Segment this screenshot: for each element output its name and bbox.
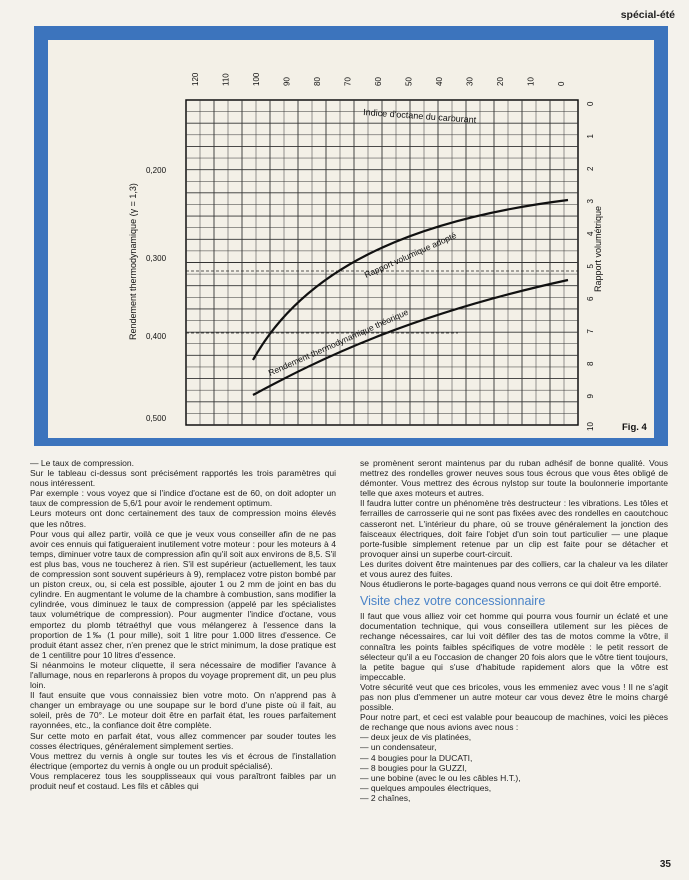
left-paragraph-9: Vous remplacerez tous les soupplisseaux qui vous paraîtront faibles par un produit neuf et costaud. Les fils et câbles qui (30, 770, 336, 791)
chart-svg (48, 40, 654, 438)
left-tick-3: 0,500 (146, 414, 167, 423)
top-axis-title: Indice d'octane du carburant (362, 107, 477, 125)
left-tick-0: 0,200 (146, 166, 167, 175)
top-tick-12: 0 (557, 81, 566, 86)
left-axis-title: Rendement thermodynamique (γ = 1,3) (128, 183, 138, 340)
page-number: 35 (659, 859, 671, 870)
top-tick-7: 50 (404, 77, 414, 86)
right-axis-title: Rapport volumétrique (593, 205, 603, 292)
top-tick-10: 20 (496, 77, 505, 86)
top-tick-9: 30 (465, 77, 475, 86)
right-paragraph-after-1: Votre sécurité veut que ces bricoles, vous les emmeniez avec vous ! Il ne s'agit pas non plus d'emmener un autre moteur car vous devez être le moins chargé possible. (360, 681, 668, 713)
right-paragraph-after-2: Pour notre part, et ceci est valable pour beaucoup de machines, voici les pièces de rechange que nous avions avec nous : (360, 712, 668, 733)
right-tick-4: 4 (586, 231, 595, 236)
right-tick-3: 3 (586, 199, 595, 204)
right-tick-8: 8 (586, 361, 595, 366)
right-tick-6: 6 (586, 296, 595, 301)
top-tick-3: 90 (282, 77, 292, 86)
spare-parts-item-6: — 2 chaînes, (360, 792, 411, 803)
figure-chart (48, 40, 654, 438)
spare-parts-item-3: — 8 bougies pour la GUZZI, (360, 762, 467, 773)
curve-upper (253, 200, 568, 360)
right-paragraph-0: se promènent seront maintenus par du ruban adhésif de bonne qualité. Vous mettrez des rondelles grower neuves sous tous écrous que vous êtes obligé de démonter. Vous mettrez des écrous nylstop sur toute la boulonnerie importante telle que axes moteurs et autres. (360, 458, 668, 499)
top-tick-11: 10 (526, 77, 536, 86)
figure-label: Fig. 4 (622, 422, 647, 433)
right-tick-5: 5 (586, 264, 595, 269)
top-tick-0: 120 (191, 72, 200, 86)
left-paragraph-0: — Le taux de compression. (30, 458, 135, 468)
spare-parts-item-4: — une bobine (avec le ou les câbles H.T.), (360, 772, 521, 783)
left-paragraph-6: Il faut ensuite que vous connaissiez bien votre moto. On n'apprend pas à changer un embrayage ou une soupape sur le bord d'une piste où il fait, au soleil, près de 70°. Le moteur doit être en parfait état, les roues parfaitement rayonnées, etc., la confiance doit être complète. (30, 690, 336, 731)
right-tick-9: 9 (586, 394, 595, 399)
right-paragraph-2: Les durites doivent être maintenues par des colliers, car la chaleur va les dilater et vous aurez des fuites. (360, 558, 668, 580)
spare-parts-item-0: — deux jeux de vis platinées, (360, 732, 472, 743)
spare-parts-item-2: — 4 bougies pour la DUCATI, (360, 752, 473, 763)
left-ticks (146, 166, 167, 423)
top-tick-1: 110 (221, 73, 231, 86)
curve-lower-label: Rendement thermodynamique théorique (266, 306, 410, 378)
right-column (360, 458, 668, 803)
left-paragraph-8: Vous mettrez du vernis à ongle sur toutes les vis et écrous de l'installation électrique (emportez du vernis à ongle ou un produit spécialisé). (30, 750, 336, 771)
right-tick-7: 7 (586, 329, 595, 334)
right-tick-1: 1 (586, 134, 595, 139)
right-tick-10: 10 (586, 422, 595, 431)
right-tick-2: 2 (586, 166, 595, 171)
right-paragraph-after-0: Il faut que vous alliez voir cet homme qui pourra vous fournir un éclaté et une documentation technique, qui vous conseillera utilement sur les pièces de rechange nécessaires, car lui voit défiler des tas de motos comme la vôtre, il connaîtra les points faibles spécifiques de votre modèle : le petit ressort de sélecteur qu'il a eu l'occasion de changer 20 fois alors que le vôtre tient toujours, la petite bague qui s'use d'habitude rapidement alors que la vôtre est impeccable. (360, 611, 668, 682)
left-paragraph-3: Leurs moteurs ont donc certainement des taux de compression moins élevés que les nôtres. (30, 508, 336, 529)
left-tick-1: 0,300 (146, 254, 167, 263)
right-paragraph-1: Il faudra lutter contre un phénomène très destructeur : les vibrations. Les tôles et ferrailles de carrosserie qui ne sont pas fixées avec des rondelles en caoutchouc casseront net. L'intérieur du phare, où se trouve généralement la jonction des faisceaux électriques, doit faire l'objet d'un soin tout particulier — une plaque porte-fusible simplement retenue par un clip est faite pour se détacher et provoquer ainsi un superbe court-circuit. (360, 498, 668, 559)
section-heading: Visite chez votre concessionnaire (360, 594, 546, 609)
header-tag: spécial-été (620, 9, 675, 21)
left-paragraph-7: Sur cette moto en parfait état, vous allez commencer par souder toutes les cosses électriques, généralement simplement serties. (30, 730, 336, 751)
spare-parts-item-1: — un condensateur, (360, 742, 437, 753)
top-tick-5: 70 (343, 77, 353, 86)
left-column (30, 458, 336, 791)
left-paragraph-1: Sur le tableau ci-dessus sont précisément rapportés les trois paramètres qui nous intéressent. (30, 468, 336, 489)
top-tick-4: 80 (313, 77, 322, 86)
top-tick-8: 40 (435, 77, 444, 86)
right-tick-0: 0 (586, 101, 595, 106)
top-tick-6: 60 (374, 77, 383, 86)
right-paragraph-3: Nous étudierons le porte-bagages quand nous verrons ce qui doit être emporté. (360, 579, 662, 590)
left-paragraph-2: Par exemple : vous voyez que si l'indice d'octane est de 60, on doit adopter un taux de compression de 5,6/1 pour avoir le rendement optimum. (30, 488, 336, 509)
top-ticks (191, 72, 566, 86)
left-tick-2: 0,400 (146, 332, 167, 341)
curve-upper-label: Rapport volumique adopté (362, 230, 458, 280)
top-tick-2: 100 (252, 72, 261, 86)
figure-panel (34, 26, 668, 446)
left-paragraph-5: Si néanmoins le moteur cliquette, il sera nécessaire de modifier l'avance à l'allumage, nous en reparlerons à propos du voyage proprement dit, un peu plus loin. (30, 659, 336, 691)
left-paragraph-4: Pour vous qui allez partir, voilà ce que je veux vous conseiller afin de ne pas avoir ces ennuis qui fatigueraient inutilement votre moteur : pour les moteurs à 4 temps, diminuer votre taux de compression afin qu'il soit aux environs de 8,5. S'il est plus bas, vous ne toucherez à rien. S'il est supérieur (actuellement, les taux de compression sont souvent supérieurs à 9), remplacez votre piston bombé par un piston creux, ou, si cela est possible, ajouter 1 ou 2 mm de joint en bas du cylindre. En augmentant le volume de la chambre à combustion, sans modifier la cylindrée, vous diminuez le taux de compression (appelé par les spécialistes taux volumétrique de compression). Pour augmenter l'indice d'octane, vous emportez du plomb tétraéthyl que vous mélangerez à l'essence dans la proportion de 1‰ (1 pour mille), soit 1 litre pour 1.000 litres d'essence. Ce produit étant assez cher, n'en prenez que le strict minimum, la dose pratique est de 1 centilitre pour 10 litres d'essence. (30, 528, 336, 660)
spare-parts-item-5: — quelques ampoules électriques, (360, 782, 492, 793)
